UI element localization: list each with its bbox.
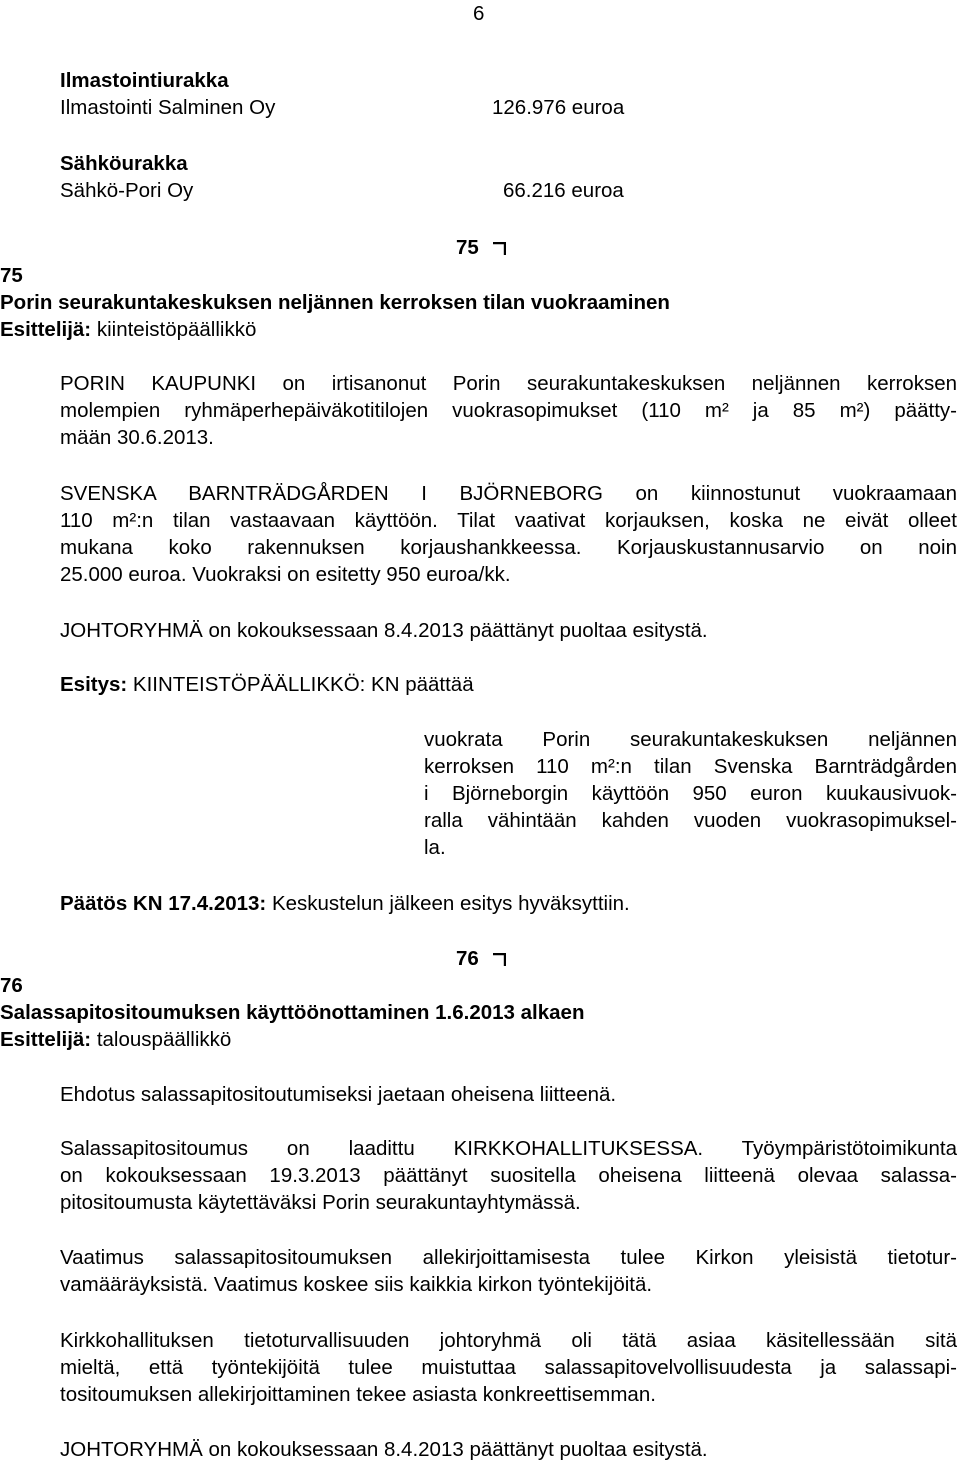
section-title: Salassapitositoumuksen käyttöönottaminen 1.6.2013 alkaen: [0, 1001, 585, 1024]
proposal-body-line: vuokrata Porin seurakuntakeskuksen neljännen: [424, 728, 957, 751]
proposal-body-line: la.: [424, 836, 446, 859]
decision-line: [60, 890, 630, 917]
paragraph-line: 110 m²:n tilan vastaavaan käyttöön. Tilat vaativat korjauksen, koska ne eivät olleet: [60, 509, 957, 532]
section-mark-number: 75: [456, 236, 479, 259]
section-mark-number: 76: [456, 947, 479, 970]
contract-amount: 66.216 euroa: [503, 179, 624, 202]
paragraph: [60, 1244, 957, 1298]
proposal-line: [60, 671, 474, 698]
paragraph-line: Salassapitositoumus on laadittu KIRKKOHALLITUKSESSA. Työympäristötoimikunta: [60, 1137, 957, 1160]
contract-title: Ilmastointiurakka: [60, 69, 229, 92]
proposal-label: Esitys:: [60, 673, 128, 696]
paragraph-line: mieltä, että työntekijöitä tulee muistuttaa salassapitovelvollisuudesta ja salassapi-: [60, 1356, 957, 1379]
presenter-line: [0, 316, 256, 343]
section-title: Porin seurakuntakeskuksen neljännen kerroksen tilan vuokraaminen: [0, 291, 670, 314]
presenter-name: kiinteistöpäällikkö: [91, 318, 257, 341]
section-mark: [456, 234, 479, 261]
proposal-text: KIINTEISTÖPÄÄLLIKKÖ: KN päättää: [127, 673, 474, 696]
paragraph-line: mukana koko rakennuksen korjaushankkeessa. Korjauskustannusarvio on noin: [60, 536, 957, 559]
decision-label: Päätös KN 17.4.2013:: [60, 892, 267, 915]
proposal-body-line: ralla vähintään kahden vuoden vuokrasopimuksel-: [424, 809, 957, 832]
paragraph-line: vamääräyksistä. Vaatimus koskee siis kaikkia kirkon työntekijöitä.: [60, 1273, 653, 1296]
paragraph: Ehdotus salassapitositoutumiseksi jaetaan oheisena liitteenä.: [60, 1083, 617, 1106]
paragraph-line: molempien ryhmäperhepäiväkotitilojen vuokrasopimukset (110 m² ja 85 m²) päätty-: [60, 399, 957, 422]
paragraph-line: 25.000 euroa. Vuokraksi on esitetty 950 euroa/kk.: [60, 563, 511, 586]
paragraph-line: mään 30.6.2013.: [60, 426, 214, 449]
decision-text: Keskustelun jälkeen esitys hyväksyttiin.: [266, 892, 630, 915]
contract-amount: 126.976 euroa: [492, 96, 625, 119]
contract-company: Sähkö-Pori Oy: [60, 179, 194, 202]
paragraph-line: Kirkkohallituksen tietoturvallisuuden johtoryhmä oli tätä asiaa käsitellessään sitä: [60, 1329, 957, 1352]
presenter-label: Esittelijä:: [0, 318, 92, 341]
page-number: 6: [473, 2, 485, 25]
section-number: 76: [0, 974, 23, 997]
presenter-name: talouspäällikkö: [91, 1028, 232, 1051]
paragraph-line: on kokouksessaan 19.3.2013 päättänyt suositella oheisena liitteenä olevaa salassa-: [60, 1164, 957, 1187]
paragraph: JOHTORYHMÄ on kokouksessaan 8.4.2013 päättänyt puoltaa esitystä.: [60, 619, 708, 642]
presenter-line: [0, 1026, 231, 1053]
section-mark-icon: [492, 953, 506, 967]
paragraph-line: tositoumuksen allekirjoittaminen tekee asiasta konkreettisemman.: [60, 1383, 656, 1406]
contract-company: Ilmastointi Salminen Oy: [60, 96, 276, 119]
section-mark-icon: [492, 242, 506, 256]
proposal-body-line: kerroksen 110 m²:n tilan Svenska Barnträdgården: [424, 755, 957, 778]
section-number: 75: [0, 264, 23, 287]
paragraph-line: pitositoumusta käytettäväksi Porin seurakuntayhtymässä.: [60, 1191, 581, 1214]
presenter-label: Esittelijä:: [0, 1028, 92, 1051]
section-mark: [456, 945, 479, 972]
paragraph-line: SVENSKA BARNTRÄDGÅRDEN I BJÖRNEBORG on kiinnostunut vuokraamaan: [60, 482, 957, 505]
proposal-body-line: i Björneborgin käyttöön 950 euron kuukausivuok-: [424, 782, 957, 805]
proposal-body: [424, 726, 957, 861]
paragraph: [60, 1135, 957, 1216]
contract-title: Sähköurakka: [60, 152, 188, 175]
paragraph-line: Vaatimus salassapitositoumuksen allekirjoittamisesta tulee Kirkon yleisistä tietotur-: [60, 1246, 957, 1269]
paragraph: [60, 370, 957, 451]
paragraph: JOHTORYHMÄ on kokouksessaan 8.4.2013 päättänyt puoltaa esitystä.: [60, 1438, 708, 1461]
paragraph-line: PORIN KAUPUNKI on irtisanonut Porin seurakuntakeskuksen neljännen kerroksen: [60, 372, 957, 395]
paragraph: [60, 1327, 957, 1408]
paragraph: [60, 480, 957, 588]
